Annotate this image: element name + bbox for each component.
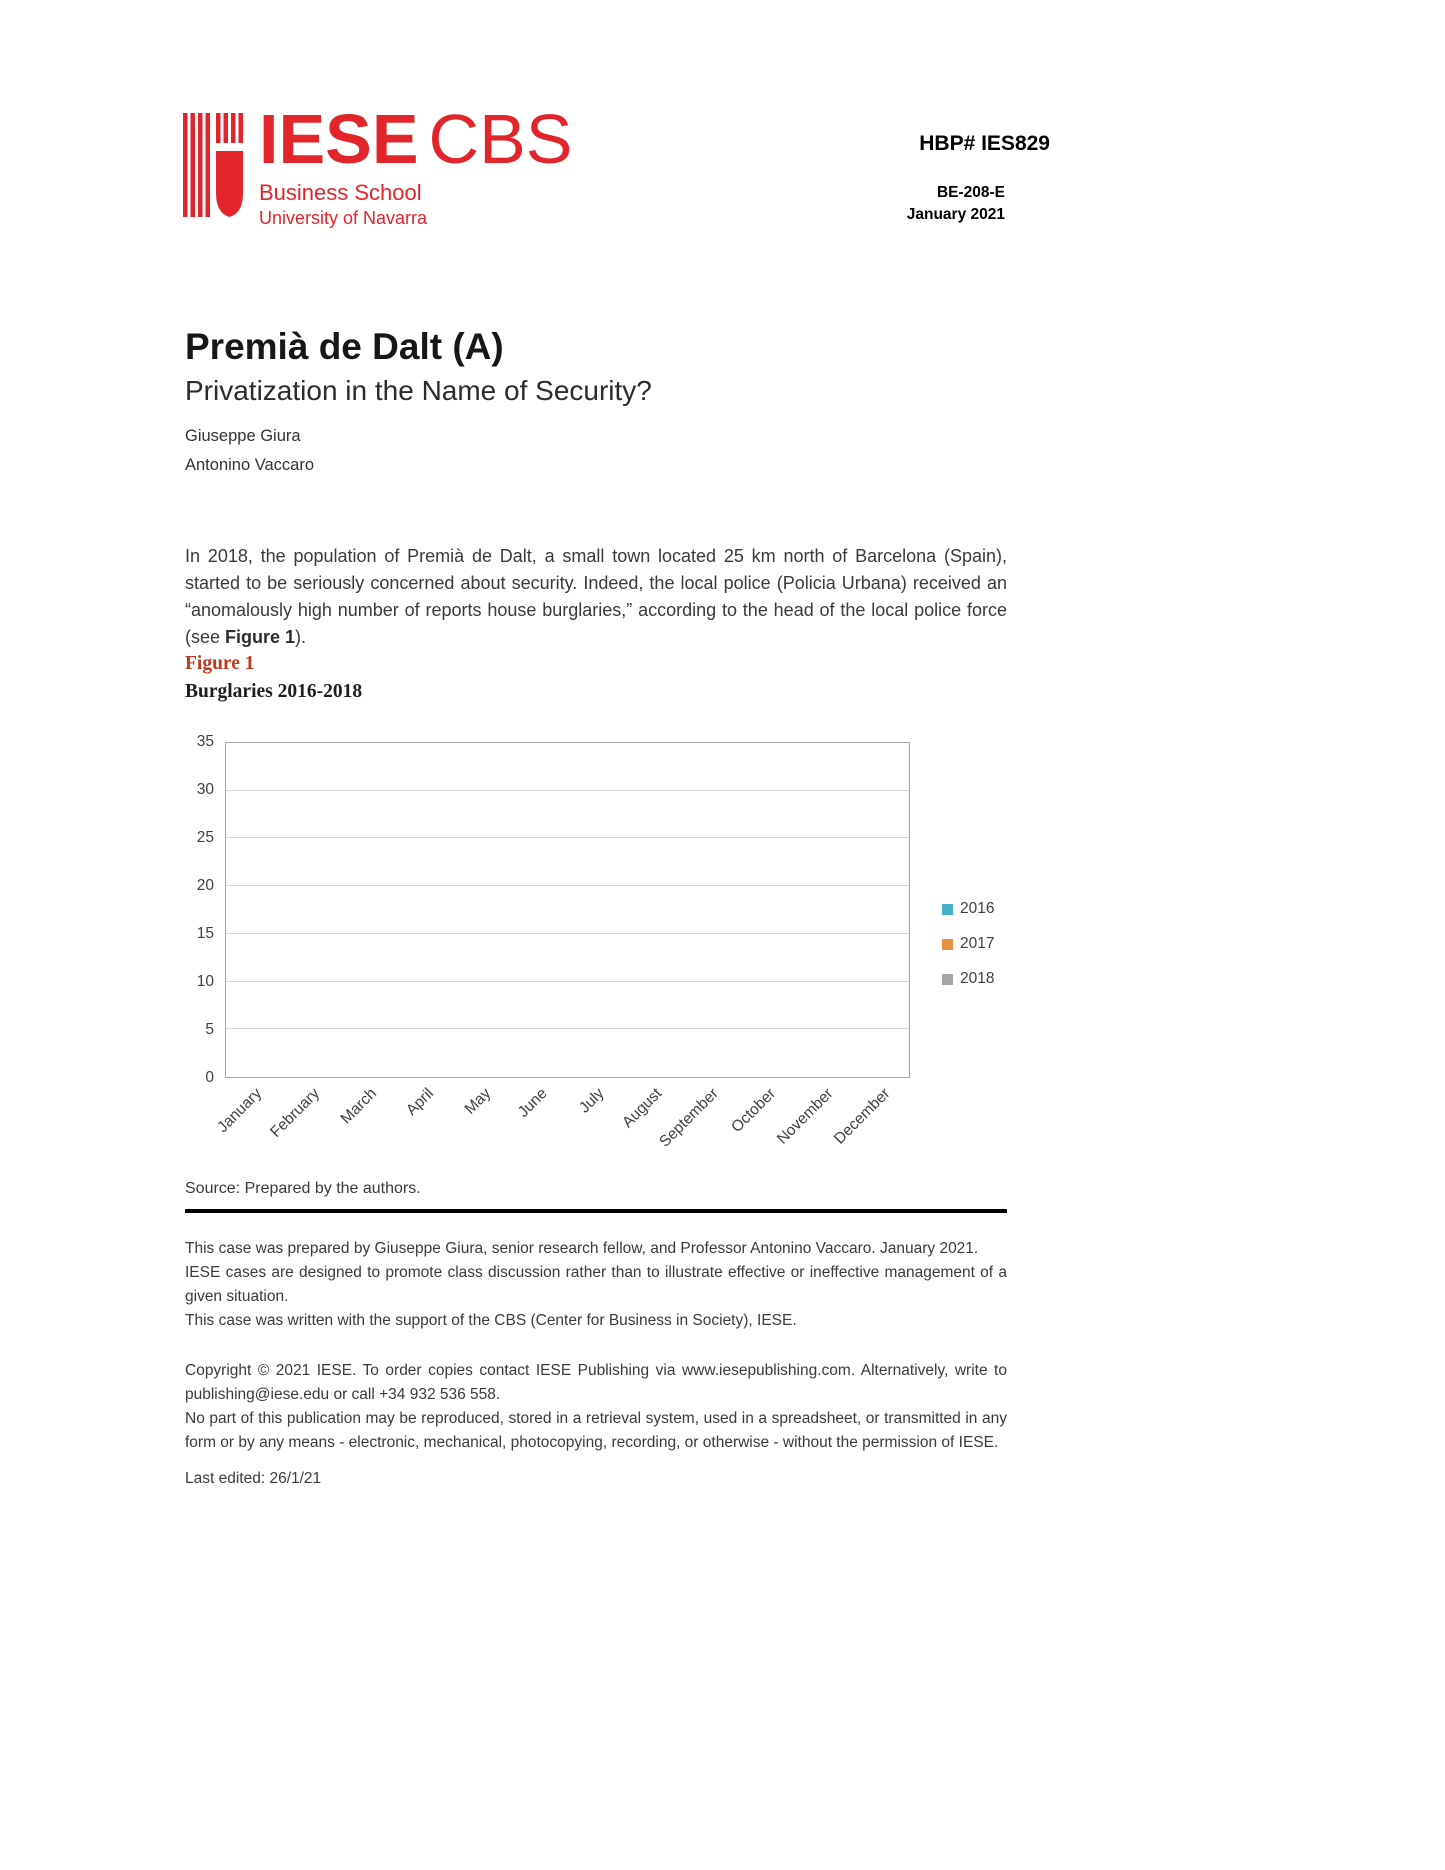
legend-swatch <box>942 974 953 985</box>
chart-plot <box>225 742 910 1078</box>
x-axis-label: November <box>773 1085 837 1148</box>
legend-label: 2017 <box>960 935 995 952</box>
burglaries-chart <box>185 733 1007 1170</box>
footer-notes <box>185 1237 1007 1455</box>
author-1: Giuseppe Giura <box>185 427 301 445</box>
copyright-line: Copyright © 2021 IESE. To order copies contact IESE Publishing via www.iesepublishing.com. Alternatively, write to publishing@iese.edu or call +34 932 536 558. <box>185 1362 1007 1403</box>
figure-label: Figure 1 <box>185 653 255 674</box>
chart-body <box>185 733 1007 1086</box>
x-axis-label: July <box>576 1085 609 1117</box>
chart-bars <box>226 743 909 1077</box>
x-label-cell <box>830 1078 910 1170</box>
legend-swatch <box>942 904 953 915</box>
x-label-cell <box>266 1078 339 1170</box>
chart-x-labels <box>214 1078 910 1170</box>
iese-shield-icon <box>183 106 245 224</box>
authors <box>185 427 1007 475</box>
x-label-cell <box>339 1078 396 1170</box>
y-tick-label: 5 <box>205 1021 214 1038</box>
legend-swatch <box>942 939 953 950</box>
last-edited: Last edited: 26/1/21 <box>185 1470 322 1487</box>
header-references <box>907 132 1050 226</box>
legend-item-2018 <box>942 970 994 988</box>
author-2: Antonino Vaccaro <box>185 456 315 474</box>
document-references <box>907 182 1005 226</box>
x-axis-label: April <box>402 1085 437 1119</box>
legend-item-2017 <box>942 935 994 953</box>
y-tick-label: 0 <box>205 1069 214 1086</box>
hbp-reference: HBP# IES829 <box>919 132 1050 155</box>
logo-brand <box>259 100 573 178</box>
y-tick-label: 10 <box>196 973 214 990</box>
document-date: January 2021 <box>906 206 1005 223</box>
x-axis-label: September <box>656 1085 723 1151</box>
figure-caption: Burglaries 2016-2018 <box>185 681 363 702</box>
x-axis-label: January <box>214 1085 266 1137</box>
x-axis-label: October <box>728 1085 780 1137</box>
y-tick-label: 25 <box>196 829 214 846</box>
case-subtitle: Privatization in the Name of Security? <box>185 375 652 406</box>
x-label-cell <box>567 1078 624 1170</box>
y-tick-label: 15 <box>196 925 214 942</box>
x-axis-label: February <box>266 1085 323 1141</box>
intro-text: In 2018, the population of Premià de Dalt, a small town located 25 km north of Barcelona (Spain), started to be seriously concerned about security. Indeed, the local police (Policia Urbana) received an “anomalously high number of reports house burglaries,” according to the head of the local police force (see <box>185 546 1007 647</box>
footer-divider <box>185 1209 1007 1213</box>
x-axis-label: May <box>461 1085 494 1118</box>
document-code: BE-208-E <box>936 184 1005 201</box>
footer-note: This case was prepared by Giuseppe Giura, senior research fellow, and Professor Antonino Vaccaro. January 2021. <box>185 1240 979 1257</box>
x-axis-label: August <box>618 1085 666 1132</box>
y-tick-label: 35 <box>196 733 214 750</box>
title-block <box>185 326 1007 485</box>
footer-note: This case was written with the support of the CBS (Center for Business in Society), IESE. <box>185 1312 797 1329</box>
chart-legend <box>942 742 994 1078</box>
legend-label: 2016 <box>960 900 995 917</box>
copyright-line: No part of this publication may be reproduced, stored in a retrieval system, used in a spreadsheet, or transmitted in any form or by any means - electronic, mechanical, photocopying, recording, or otherwise - without the permission of IESE. <box>185 1410 1007 1451</box>
figure-reference: Figure 1 <box>225 627 296 647</box>
logo-brand-iese: IESE <box>259 100 419 178</box>
y-tick-label: 30 <box>196 781 214 798</box>
case-title: Premià de Dalt (A) <box>185 326 504 367</box>
x-axis-label: June <box>515 1085 551 1121</box>
footer-copyright <box>185 1359 1007 1455</box>
x-label-cell <box>510 1078 567 1170</box>
logo-university: University of Navarra <box>259 207 428 228</box>
logo-business-school: Business School <box>259 179 422 205</box>
x-label-cell <box>453 1078 510 1170</box>
y-tick-label: 20 <box>196 877 214 894</box>
logo-brand-cbs: CBS <box>428 100 573 178</box>
intro-text-end: ). <box>295 627 307 647</box>
legend-label: 2018 <box>960 970 995 987</box>
chart-y-axis <box>185 733 225 1086</box>
x-axis-label: March <box>337 1085 380 1128</box>
intro-paragraph <box>185 543 1007 651</box>
footer-note: IESE cases are designed to promote class discussion rather than to illustrate effective or ineffective management of a given situation. <box>185 1264 1007 1305</box>
legend-item-2016 <box>942 900 994 918</box>
x-label-cell <box>396 1078 453 1170</box>
logo-text <box>259 100 573 229</box>
figure-source: Source: Prepared by the authors. <box>185 1180 421 1197</box>
iese-cbs-logo <box>183 100 573 229</box>
x-axis-label: December <box>830 1085 894 1148</box>
